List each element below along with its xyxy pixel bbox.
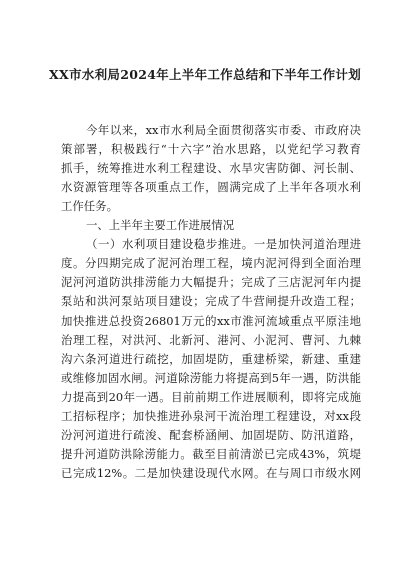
body-text-line: 策部署，积极践行“十六字”治水思路，以党纪学习教育 bbox=[61, 142, 361, 157]
body-text-line: 泥河河道防洪排涝能力大幅提升；完成了三店泥河年内提 bbox=[61, 275, 361, 290]
body-text-line: 治理工程，对洪河、北新河、港河、小泥河、曹河、九棘 bbox=[61, 332, 361, 347]
body-text-line: 提升河道防洪除涝能力。截至目前清淤已完成43%，筑堤 bbox=[61, 446, 361, 461]
body-text-line: 今年以来，xx市水利局全面贯彻落实市委、市政府决 bbox=[86, 123, 361, 137]
body-text-line: 加快推进总投资26801万元的xx市淮河流域重点平原洼地 bbox=[61, 313, 361, 328]
document-title: XX市水利局2024年上半年工作总结和下半年工作计划 bbox=[49, 67, 361, 82]
body-text-line: 水资源管理等各项重点工作，圆满完成了上半年各项水利 bbox=[61, 180, 361, 195]
body-text-line: 泵站和洪河泵站项目建设；完成了牛营闸提升改造工程； bbox=[61, 294, 361, 309]
body-text-line: 工作任务。 bbox=[61, 199, 118, 214]
body-text-line: 抓手，统筹推进水利工程建设、水旱灾害防御、河长制、 bbox=[61, 161, 361, 176]
body-text-line: 沟六条河道进行疏挖，加固堤防，重建桥梁，新建、重建 bbox=[61, 351, 361, 366]
body-text-line: 力提高到20年一遇。目前前期工作进展顺利，即将完成施 bbox=[61, 389, 361, 404]
body-text-line: 或维修加固水闸。河道除涝能力将提高到5年一遇，防洪能 bbox=[61, 370, 361, 385]
body-text-line: 度。分四期完成了泥河治理工程，境内泥河得到全面治理 bbox=[61, 256, 361, 271]
body-text-line: （一）水利项目建设稳步推进。一是加快河道治理进 bbox=[86, 237, 361, 252]
body-text-line: 已完成12%。二是加快建设现代水网。在与周口市级水网 bbox=[61, 465, 361, 480]
body-text-line: 汾河河道进行疏浚、配套桥涵闸、加固堤防、防汛道路， bbox=[61, 427, 361, 442]
body-text-line: 一、上半年主要工作进展情况 bbox=[86, 218, 235, 233]
body-text-line: 工招标程序；加快推进孙泉河干流治理工程建设，对xx段 bbox=[61, 408, 361, 423]
